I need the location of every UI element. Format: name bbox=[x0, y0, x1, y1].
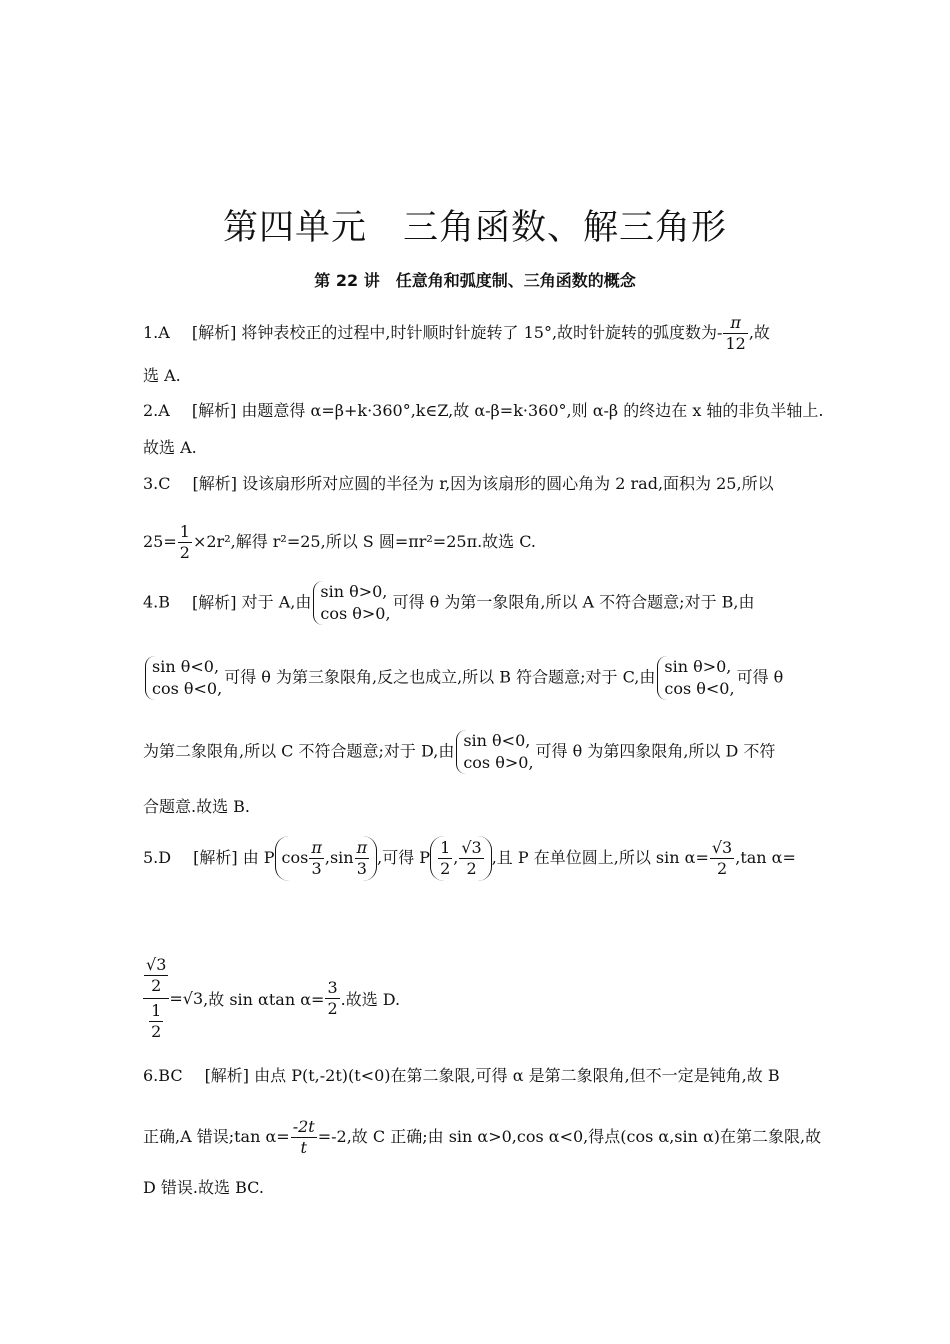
q1-fraction: $\frac{\pi}{12}$ bbox=[725, 313, 746, 353]
q4-answer: 4.B bbox=[143, 592, 171, 612]
unit-title: 第四单元 三角函数、解三角形 bbox=[222, 208, 727, 248]
q4-line-2: sin θ<0, cos θ<0, 可得 θ 为第三象限角,反之也成立,所以 B 符合题意;对于 C,由 sin θ>0, cos θ<0, 可得 θ bbox=[143, 656, 783, 700]
q1-text-b: ,故 bbox=[748, 323, 770, 342]
q6-line-1: 6.BC [解析] 由点 P(t,-2t)(t<0)在第二象限,可得 α 是第二象限角,但不一定是钝角,故 B bbox=[143, 1066, 780, 1085]
q5-result-fraction: $\frac{3}{2}$ bbox=[327, 978, 338, 1018]
q3-line-1 bbox=[143, 474, 774, 494]
q1-text-a: 将钟表校正的过程中,时针顺时针旋转了 15°,故时针旋转的弧度数为- bbox=[241, 323, 723, 342]
q5-tan-fraction: $\frac{\frac{√3}{2}}{\frac{1}{2}}$ =√3 ,故 sin αtan α= $\frac{3}{2}$ .故选 D. bbox=[143, 955, 400, 1042]
q5-compound-fraction: $\frac{\frac{√3}{2}}{\frac{1}{2}}$ bbox=[143, 955, 169, 1042]
q2-line-2: 故选 A. bbox=[143, 438, 197, 457]
q2-line-1 bbox=[143, 401, 824, 421]
q1-line-1 bbox=[143, 313, 770, 354]
q6-answer: 6.BC bbox=[143, 1066, 183, 1085]
q2-answer: 2.A bbox=[143, 401, 170, 420]
q4-system-d: sin θ<0, cos θ>0, bbox=[456, 730, 533, 774]
q1-answer: 1.A bbox=[143, 323, 170, 342]
q4-system-b: sin θ<0, cos θ<0, bbox=[145, 656, 222, 700]
analysis-tag: [解析] bbox=[192, 592, 237, 612]
q3-fraction: $\frac{1}{2}$ bbox=[179, 522, 190, 562]
q3-answer: 3.C bbox=[143, 474, 171, 493]
q4-line-4: 合题意.故选 B. bbox=[143, 797, 251, 816]
q3-text-b: ×2r²,解得 r²=25,所以 S 圆=πr²=25π.故选 C. bbox=[192, 532, 537, 551]
q5-answer: 5.D bbox=[143, 848, 172, 867]
lesson-title: 第 22 讲 任意角和弧度制、三角函数的概念 bbox=[314, 271, 636, 290]
q5-sin-value: $\frac{√3}{2}$ bbox=[711, 838, 733, 878]
q4-line-1: 4.B [解析] 对于 A,由 sin θ>0, cos θ>0, 可得 θ 为第一象限角,所以 A 不符合题意;对于 B,由 bbox=[143, 582, 755, 623]
q4-system-c: sin θ>0, cos θ<0, bbox=[657, 656, 734, 700]
analysis-tag: [解析] bbox=[193, 848, 238, 867]
analysis-tag: [解析] bbox=[192, 474, 238, 493]
q1-line-2: 选 A. bbox=[143, 366, 181, 385]
analysis-tag: [解析] bbox=[204, 1066, 250, 1085]
q5-point-trig: cos $\frac{\pi}{3}$ ,sin $\frac{\pi}{3}$ bbox=[275, 836, 378, 881]
analysis-tag: [解析] bbox=[191, 323, 237, 342]
q6-fraction: $\frac{-2t}{t}$ bbox=[292, 1117, 315, 1157]
q2-text-a: 由题意得 α=β+k·360°,k∈Z,故 α-β=k·360°,则 α-β 的终边在 x 轴的非负半轴上. bbox=[241, 401, 824, 420]
q3-text-a: 设该扇形所对应圆的半径为 r,因为该扇形的圆心角为 2 rad,面积为 25,所以 bbox=[242, 474, 774, 493]
q3-line-2: 25= $\frac{1}{2}$ ×2r²,解得 r²=25,所以 S 圆=πr²=25π.故选 C. bbox=[143, 522, 537, 562]
q5-line-1: 5.D [解析] 由 P cos $\frac{\pi}{3}$ ,sin $\frac{\pi}{3}$ ,可得 P $\frac{1}{2}$ , $\frac{√3}{2}$ ,且 P 在单位圆上,所以 sin α= $\frac{√3}{2}$ ,tan α= bbox=[143, 836, 796, 881]
q6-line-2: 正确,A 错误;tan α= $\frac{-2t}{t}$ =-2,故 C 正确;由 sin α>0,cos α<0,得点(cos α,sin α)在第二象限,故 bbox=[143, 1117, 822, 1157]
q4-line-3: 为第二象限角,所以 C 不符合题意;对于 D,由 sin θ<0, cos θ>0, 可得 θ 为第四象限角,所以 D 不符 bbox=[143, 731, 776, 772]
q5-point-values: $\frac{1}{2}$ , $\frac{√3}{2}$ bbox=[430, 836, 492, 881]
q4-system-a: sin θ>0, cos θ>0, bbox=[313, 581, 390, 625]
q6-line-3: D 错误.故选 BC. bbox=[143, 1178, 264, 1197]
analysis-tag: [解析] bbox=[191, 401, 237, 420]
